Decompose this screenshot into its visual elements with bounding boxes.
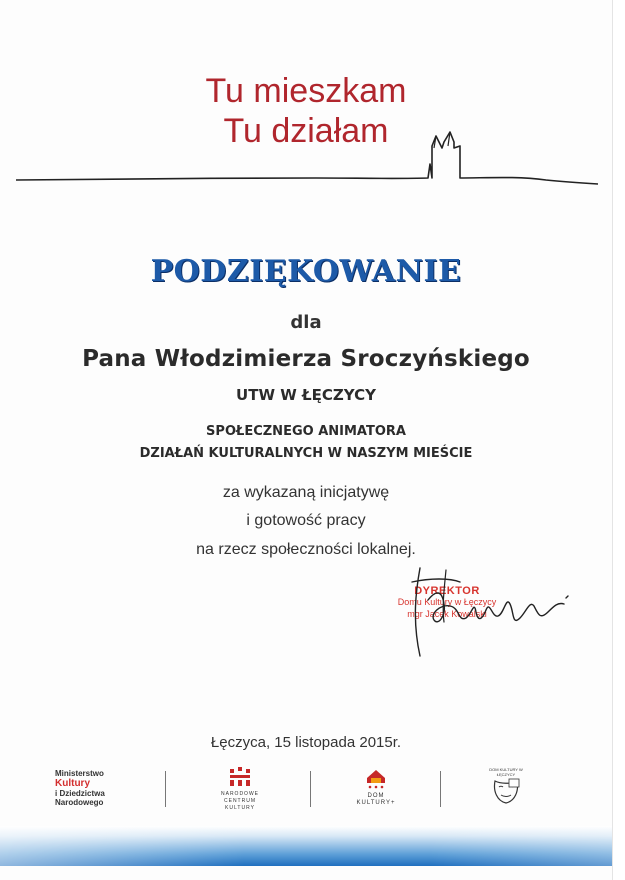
- nck-line-2: CENTRUM: [224, 798, 256, 804]
- sponsor-logos: [0, 765, 612, 815]
- nck-castle-icon: [229, 767, 251, 787]
- ministry-line-3: i Dziedzictwa: [55, 789, 105, 798]
- body-line-3: na rzecz społeczności lokalnej.: [196, 541, 416, 558]
- nck-logo: [218, 767, 262, 812]
- recipient-organization: UTW W ŁĘCZYCY: [236, 386, 376, 404]
- header-line-2: Tu działam: [223, 112, 389, 150]
- ministry-line-4: Narodowego: [55, 798, 104, 807]
- body-line-1: za wykazaną inicjatywę: [222, 484, 390, 501]
- stamp-line-3: mgr Jacek Kowalski: [407, 609, 487, 619]
- role-line-2: DZIAŁAŃ KULTURALNYCH W NASZYM MIEŚCIE: [139, 446, 473, 461]
- logo-divider: [440, 771, 441, 807]
- stamp-line-1: DYREKTOR: [414, 585, 480, 597]
- ministry-logo: [55, 769, 105, 807]
- stamp-line-2: Domu Kultury w Łęczycy: [397, 597, 497, 607]
- logo-divider: [310, 771, 311, 807]
- ministry-line-2: Kultury: [55, 778, 90, 789]
- role-line-1: SPOŁECZNEGO ANIMATORA: [206, 424, 406, 439]
- handwritten-signature: [390, 560, 580, 665]
- dom-kultury-logo: [352, 767, 400, 807]
- dk-line-1: DOM: [367, 793, 385, 799]
- certificate-title: PODZIĘKOWANIE: [150, 254, 462, 289]
- nck-line-1: NARODOWE: [221, 791, 259, 797]
- dk-line-2: KULTURY+: [356, 800, 396, 806]
- theatre-mask-icon: [489, 777, 523, 807]
- local-culture-house-logo: [486, 767, 526, 811]
- recipient-name: Pana Włodzimierza Sroczyńskiego: [82, 346, 530, 372]
- ministry-line-1: Ministerstwo: [55, 769, 104, 778]
- issue-date: Łęczyca, 15 listopada 2015r.: [210, 734, 402, 751]
- header-line-1: Tu mieszkam: [205, 72, 407, 110]
- dla-label: dla: [290, 312, 322, 333]
- body-line-2: i gotowość pracy: [246, 512, 366, 529]
- nck-line-3: KULTURY: [225, 805, 255, 811]
- logo-divider: [165, 771, 166, 807]
- local-logo-label: DOM KULTURY W ŁĘCZYCY: [489, 767, 523, 777]
- house-icon: [364, 767, 388, 789]
- bottom-band-highlight: [0, 826, 612, 866]
- skyline-castle-icon: [16, 128, 600, 192]
